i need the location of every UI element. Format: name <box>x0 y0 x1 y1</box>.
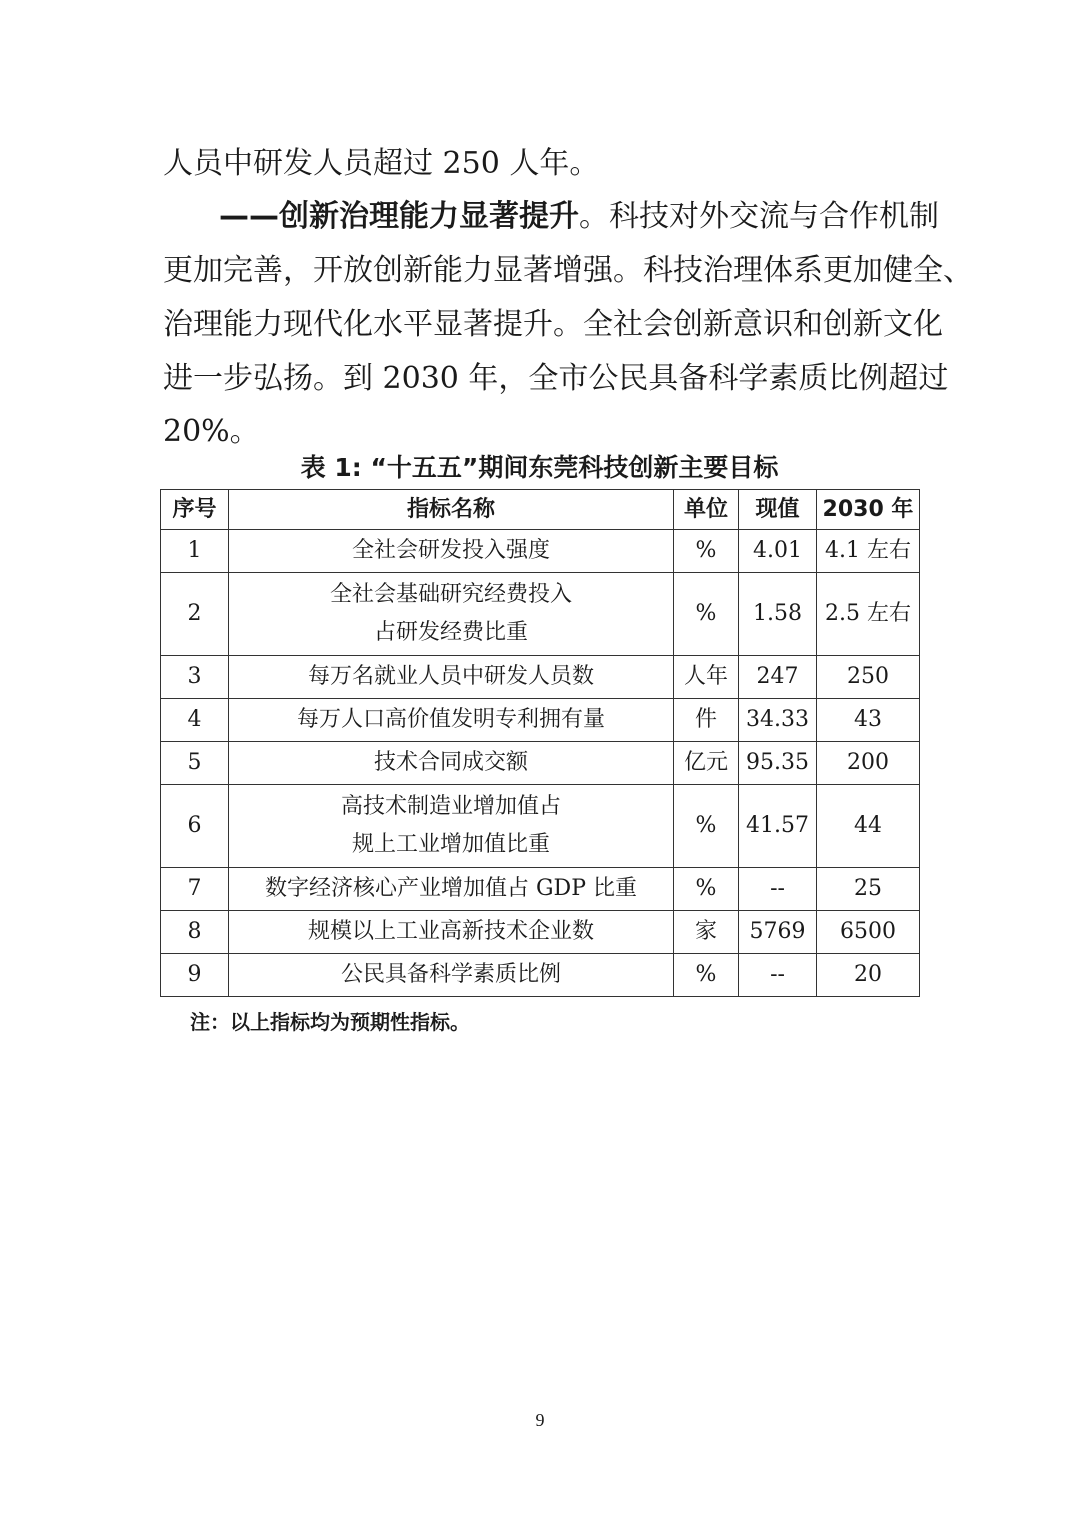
unit-cell: % <box>674 530 739 573</box>
target-2030: 4.1 左右 <box>817 530 920 573</box>
indicator-name-line: 规上工业增加值比重 <box>351 832 550 857</box>
current-value: 95.35 <box>739 742 817 785</box>
current-value: 34.33 <box>739 699 817 742</box>
target-2030: 43 <box>817 699 920 742</box>
table-row <box>161 742 920 785</box>
indicator-name <box>229 573 674 656</box>
body-text-line: 治理能力现代化水平显著提升。全社会创新意识和创新文化 <box>163 307 943 342</box>
table-row <box>161 573 920 656</box>
current-value: -- <box>739 954 817 997</box>
table-caption: 表 1: “十五五”期间东莞科技创新主要目标 <box>300 453 779 482</box>
indicator-name: 每万名就业人员中研发人员数 <box>229 656 674 699</box>
target-2030: 25 <box>817 868 920 911</box>
body-text-line <box>219 190 939 244</box>
row-number: 8 <box>161 911 229 954</box>
row-number: 2 <box>161 573 229 656</box>
target-2030: 200 <box>817 742 920 785</box>
table-row <box>161 699 920 742</box>
current-value: 4.01 <box>739 530 817 573</box>
column-header: 序号 <box>161 490 229 530</box>
table-header-row <box>161 490 920 530</box>
indicator-name-line: 全社会基础研究经费投入 <box>329 582 572 607</box>
current-value: 5769 <box>739 911 817 954</box>
targets-table <box>160 489 920 997</box>
indicator-name <box>229 785 674 868</box>
page-number: 9 <box>535 1410 545 1430</box>
unit-cell: % <box>674 868 739 911</box>
body-text-line: 更加完善，开放创新能力显著增强。科技治理体系更加健全、 <box>163 253 973 288</box>
row-number: 6 <box>161 785 229 868</box>
row-number: 5 <box>161 742 229 785</box>
unit-cell: 家 <box>674 911 739 954</box>
body-text: 。科技对外交流与合作机制 <box>579 199 939 234</box>
current-value: -- <box>739 868 817 911</box>
indicator-name: 全社会研发投入强度 <box>229 530 674 573</box>
target-2030: 20 <box>817 954 920 997</box>
table-row <box>161 530 920 573</box>
body-text-line: 进一步弘扬。到 2030 年，全市公民具备科学素质比例超过 <box>163 361 949 396</box>
target-2030: 44 <box>817 785 920 868</box>
row-number: 4 <box>161 699 229 742</box>
row-number: 3 <box>161 656 229 699</box>
table-row <box>161 911 920 954</box>
column-header: 单位 <box>674 490 739 530</box>
unit-cell: % <box>674 573 739 656</box>
current-value: 247 <box>739 656 817 699</box>
body-text-line: 人员中研发人员超过 250 人年。 <box>163 146 600 181</box>
row-number: 7 <box>161 868 229 911</box>
unit-cell: 件 <box>674 699 739 742</box>
unit-cell: 亿元 <box>674 742 739 785</box>
current-value: 1.58 <box>739 573 817 656</box>
column-header: 指标名称 <box>229 490 674 530</box>
column-header: 2030 年 <box>817 490 920 530</box>
body-text-line: 20%。 <box>163 414 260 449</box>
indicator-name: 规模以上工业高新技术企业数 <box>229 911 674 954</box>
indicator-name-line: 占研发经费比重 <box>373 620 528 645</box>
unit-cell: % <box>674 954 739 997</box>
row-number: 1 <box>161 530 229 573</box>
table-row <box>161 954 920 997</box>
paragraph-heading: ——创新治理能力显著提升 <box>219 199 579 234</box>
unit-cell: % <box>674 785 739 868</box>
indicator-name: 数字经济核心产业增加值占 GDP 比重 <box>229 868 674 911</box>
indicator-name: 每万人口高价值发明专利拥有量 <box>229 699 674 742</box>
indicator-name-line: 高技术制造业增加值占 <box>340 794 561 819</box>
target-2030: 250 <box>817 656 920 699</box>
indicator-name: 技术合同成交额 <box>229 742 674 785</box>
unit-cell: 人年 <box>674 656 739 699</box>
target-2030: 2.5 左右 <box>817 573 920 656</box>
table-row <box>161 868 920 911</box>
current-value: 41.57 <box>739 785 817 868</box>
target-2030: 6500 <box>817 911 920 954</box>
indicator-name: 公民具备科学素质比例 <box>229 954 674 997</box>
table-note: 注：以上指标均为预期性指标。 <box>190 1010 470 1034</box>
row-number: 9 <box>161 954 229 997</box>
table-row <box>161 656 920 699</box>
column-header: 现值 <box>739 490 817 530</box>
table-row <box>161 785 920 868</box>
